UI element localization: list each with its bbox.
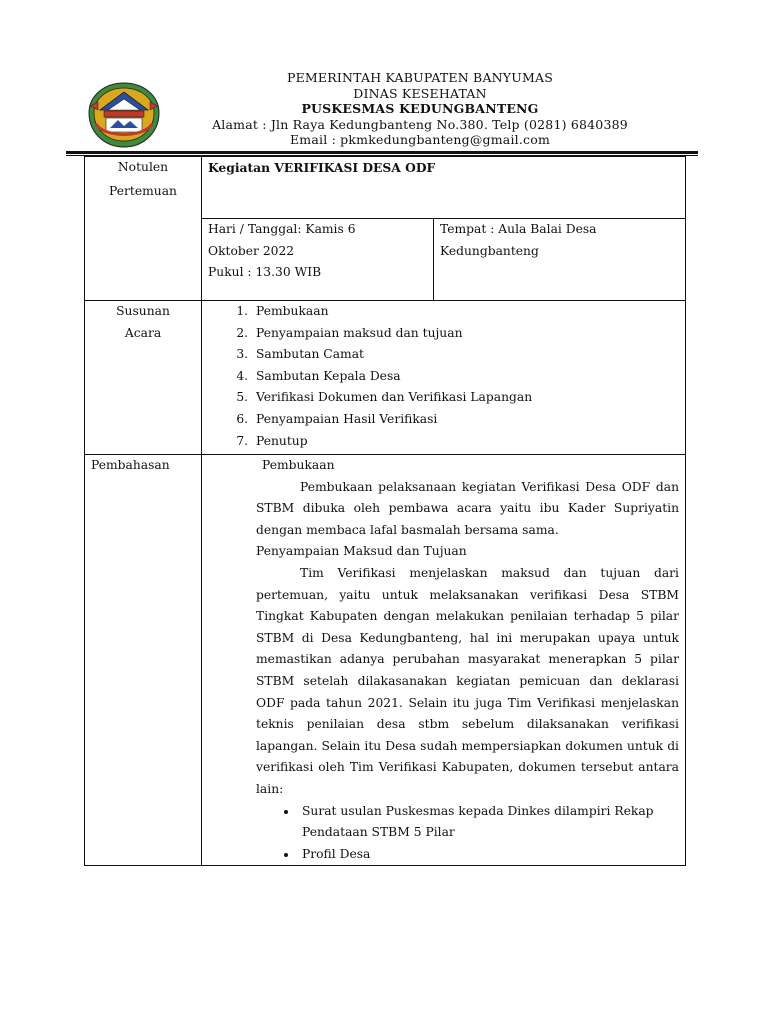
table-row [85, 301, 686, 455]
list-item: 6. Penyampaian Hasil Verifikasi [252, 409, 685, 431]
list-item: 5. Verifikasi Dokumen dan Verifikasi Lapangan [252, 387, 685, 409]
list-item: 3. Sambutan Camat [252, 344, 685, 366]
date-time-cell [202, 219, 434, 301]
letterhead-text [150, 70, 690, 148]
institution-address: Alamat : Jln Raya Kedungbanteng No.380. Telp (0281) 6840389 [212, 116, 628, 132]
government-name: PEMERINTAH KABUPATEN BANYUMAS [287, 70, 553, 85]
place-cell [434, 219, 686, 301]
agenda-cell [202, 301, 686, 455]
minutes-label-line1: Notulen [117, 160, 169, 174]
list-item: 7. Penutup [252, 431, 685, 453]
list-item: 4. Sambutan Kepala Desa [252, 366, 685, 388]
department-name: DINAS KESEHATAN [353, 85, 487, 101]
agenda-label-line2: Acara [124, 325, 162, 340]
table-row [85, 157, 686, 219]
list-item: • Profil Desa [298, 844, 679, 866]
letterhead-divider-thick [66, 151, 698, 154]
activity-cell [202, 157, 686, 219]
agenda-label-line1: Susunan [116, 304, 170, 318]
minutes-table [84, 156, 686, 866]
list-item: 1. Pembukaan [252, 301, 685, 323]
institution-name: PUSKESMAS KEDUNGBANTENG [301, 101, 539, 116]
minutes-label-line2: Pertemuan [109, 183, 177, 198]
discussion-paragraph-purpose: Tim Verifikasi menjelaskan maksud dan tujuan dari pertemuan, yaitu untuk melaksanakan verifikasi Desa STBM Tingkat Kabupaten dengan melakukan penilaian terhadap 5 pilar STBM di Desa Kedungbanteng, hal ini merupakan upaya untuk memastikan adanya perubahan masyarakat menerapkan 5 pilar STBM setelah dilakasanakan kegiatan pemicuan dan deklarasi ODF pada tahun 2021. Selain itu juga Tim Verifikasi menjelaskan teknis penilaian desa stbm sebelum dilaksanakan verifikasi lapangan. Selain itu Desa sudah mempersiapkan dokumen untuk di verifikasi oleh Tim Verifikasi Kabupaten, dokumen tersebut antara lain: [256, 565, 679, 796]
activity-label: Kegiatan [208, 160, 275, 175]
agenda-label-cell [85, 301, 202, 455]
letterhead [0, 70, 768, 150]
date-line2: Oktober 2022 [208, 243, 295, 258]
institution-email: Email : pkmkedungbanteng@gmail.com [289, 132, 551, 147]
table-row [85, 455, 686, 866]
discussion-label-cell [85, 455, 202, 866]
minutes-label-cell [85, 157, 202, 301]
discussion-paragraph-opening: Pembukaan pelaksanaan kegiatan Verifikasi Desa ODF dan STBM dibuka oleh pembawa acara yaitu ibu Kader Supriyatin dengan membaca lafal basmalah bersama sama. [256, 479, 679, 537]
list-item: 2. Penyampaian maksud dan tujuan [252, 323, 685, 345]
discussion-heading-purpose: Penyampaian Maksud dan Tujuan [256, 544, 467, 559]
place-line1: Tempat : Aula Balai Desa [440, 222, 597, 236]
discussion-heading-opening: Pembukaan [262, 458, 335, 472]
date-line1: Hari / Tanggal: Kamis 6 [208, 222, 356, 236]
list-item: • Surat usulan Puskesmas kepada Dinkes dilampiri Rekap Pendataan STBM 5 Pilar [298, 801, 679, 844]
place-line2: Kedungbanteng [440, 243, 539, 258]
discussion-label: Pembahasan [91, 458, 170, 472]
activity-title: VERIFIKASI DESA ODF [274, 160, 436, 175]
agenda-list [202, 301, 685, 452]
document-list [202, 801, 685, 866]
time-line: Pukul : 13.30 WIB [208, 265, 322, 280]
discussion-cell [202, 455, 686, 866]
